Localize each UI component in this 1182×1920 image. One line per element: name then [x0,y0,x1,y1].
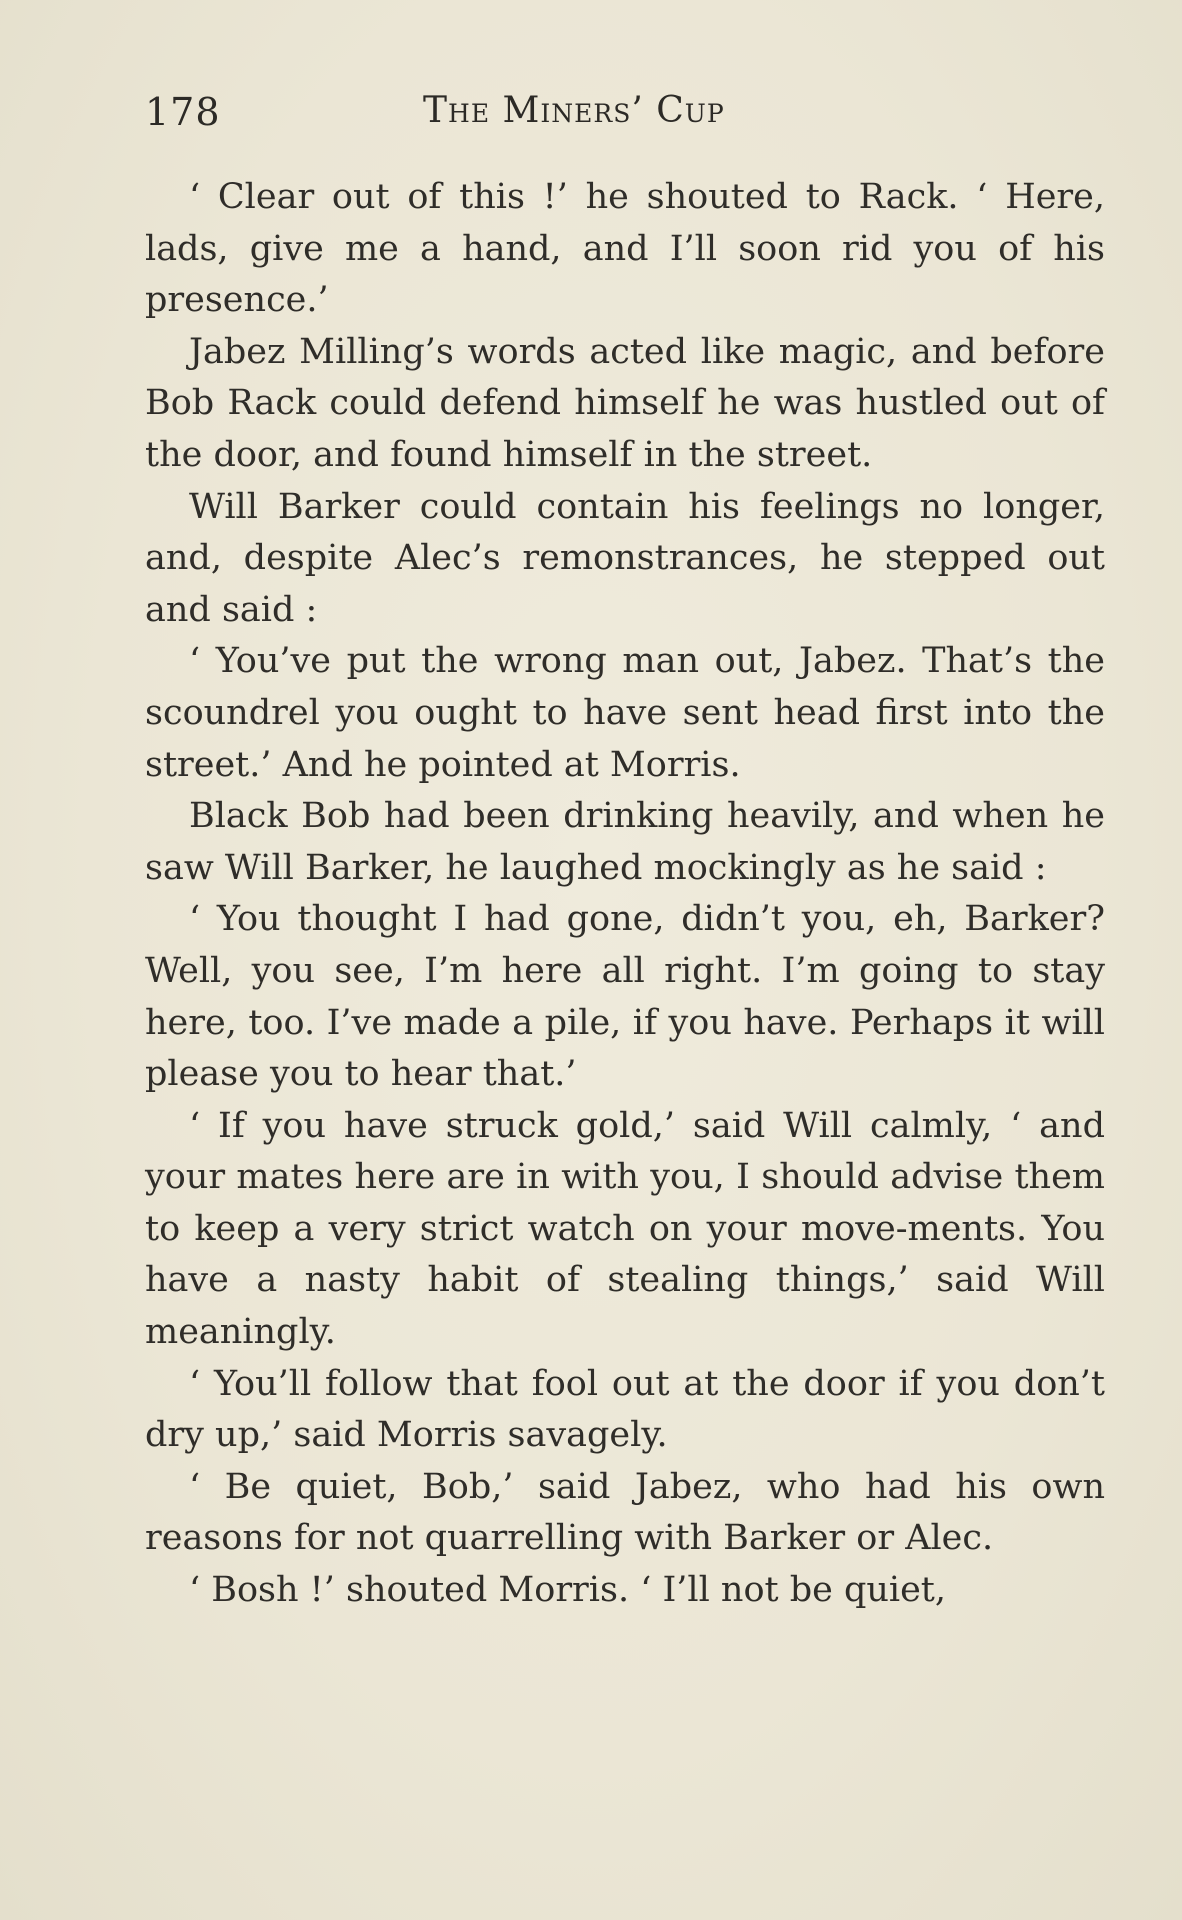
page-header [145,90,1105,140]
running-title: The Miners’ Cup [423,90,725,131]
paragraph: ‘ You thought I had gone, didn’t you, eh, Barker? Well, you see, I’m here all right. I’m going to stay here, too. I’ve made a pile, if you have. Perhaps it will please you to hear that.’ [145,899,1105,1095]
paragraph: ‘ You’ll follow that fool out at the door if you don’t dry up,’ said Morris savagely. [145,1363,1105,1456]
paragraph: ‘ Bosh !’ shouted Morris. ‘ I’ll not be quiet, [189,1570,946,1611]
paragraph: ‘ Be quiet, Bob,’ said Jabez, who had his own reasons for not quarrelling with Barker or Alec. [145,1466,1105,1559]
body-text [145,172,1105,1617]
paragraph: ‘ If you have struck gold,’ said Will calmly, ‘ and your mates here are in with you, I should advise them to keep a very strict watch on your move-ments. You have a nasty habit of stealing things,’ said Will meaningly. [145,1105,1105,1353]
paragraph: Black Bob had been drinking heavily, and when he saw Will Barker, he laughed mockingly as he said : [145,796,1105,888]
paragraph: Jabez Milling’s words acted like magic, and before Bob Rack could defend himself he was hustled out of the door, and found himself in the street. [145,331,1105,475]
paragraph: ‘ You’ve put the wrong man out, Jabez. That’s the scoundrel you ought to have sent head first into the street.’ And he pointed at Morris. [145,641,1105,785]
paragraph: Will Barker could contain his feelings no longer, and, despite Alec’s remonstrances, he stepped out and said : [145,486,1105,630]
page-number: 178 [145,90,221,134]
paragraph: ‘ Clear out of this !’ he shouted to Rack. ‘ Here, lads, give me a hand, and I’ll soon rid you of his presence.’ [145,177,1105,321]
